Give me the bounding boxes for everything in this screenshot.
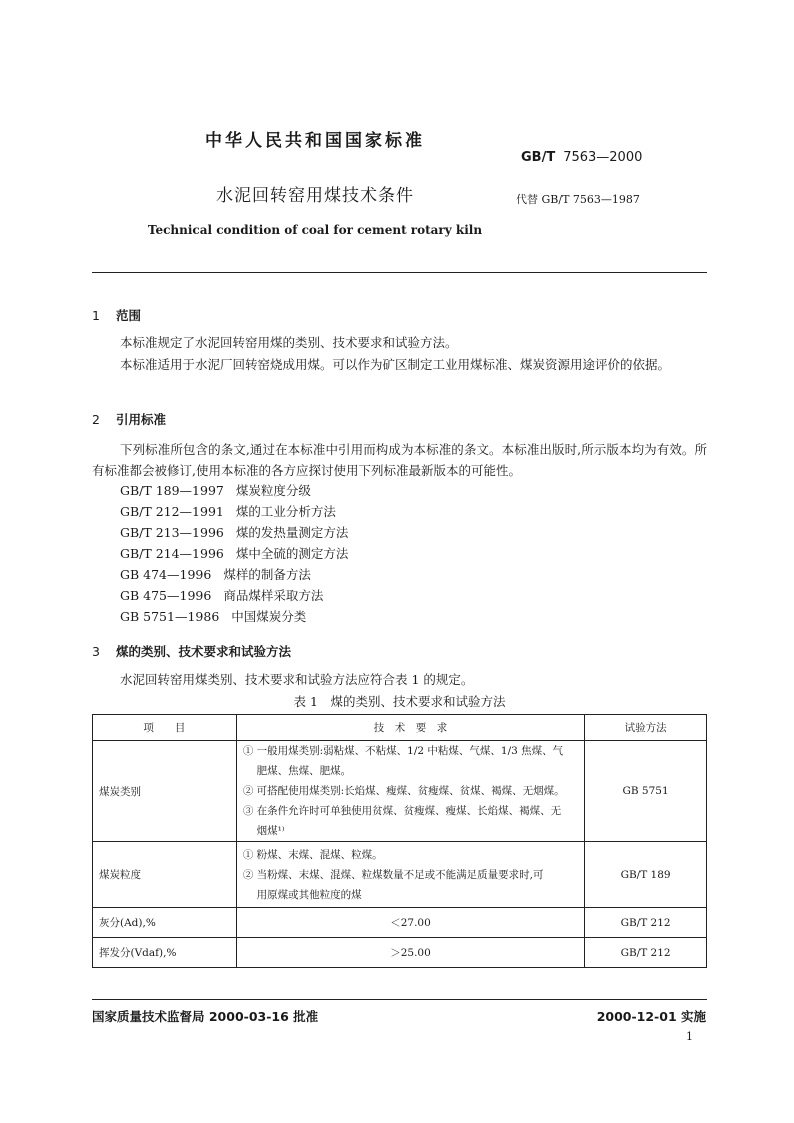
table-header-row [93, 715, 707, 741]
reference-title: 煤中全硫的测定方法 [235, 546, 349, 561]
section-3-number: 3 [92, 644, 100, 659]
row-method: GB 5751 [585, 741, 707, 842]
section-1-title: 范围 [116, 308, 142, 323]
reference-title: 煤的工业分析方法 [235, 504, 336, 519]
reference-code: GB/T 189—1997 [120, 483, 224, 498]
standard-number-value: 7563—2000 [563, 150, 643, 165]
table-row [93, 741, 707, 842]
reference-code: GB 475—1996 [120, 588, 212, 603]
requirement-line: ② 当粉煤、末煤、混煤、粒煤数量不足或不能满足质量要求时,可 [242, 868, 544, 881]
header-divider [92, 272, 707, 273]
page-number: 1 [686, 1030, 693, 1043]
row-item: 挥发分(Vdaf),% [93, 938, 237, 968]
requirement-line: 用原煤或其他粒度的煤 [242, 888, 362, 901]
national-standard-heading: 中华人民共和国国家标准 [205, 131, 425, 151]
requirements-table [92, 714, 707, 968]
row-requirement [236, 741, 584, 842]
requirement-line: ① 粉煤、末煤、混煤、粒煤。 [242, 848, 383, 861]
replaces-standard: 代替 GB/T 7563—1987 [516, 193, 640, 206]
document-title: 水泥回转窑用煤技术条件 [216, 186, 414, 206]
reference-item [120, 481, 311, 499]
reference-code: GB/T 212—1991 [120, 504, 224, 519]
section-1-number: 1 [92, 308, 100, 323]
row-method: GB/T 189 [585, 842, 707, 908]
reference-item [120, 502, 336, 520]
reference-code: GB 5751—1986 [120, 609, 220, 624]
approval-statement: 国家质量技术监督局 2000-03-16 批准 [92, 1009, 319, 1024]
reference-title: 煤炭粒度分级 [235, 483, 311, 498]
table-row [93, 842, 707, 908]
row-item: 煤炭类别 [93, 741, 237, 842]
section-1-heading [92, 306, 141, 324]
column-header-method: 试验方法 [585, 715, 707, 741]
reference-code: GB/T 213—1996 [120, 525, 224, 540]
requirement-line: ② 可搭配使用煤类别:长焰煤、瘦煤、贫瘦煤、贫煤、褐煤、无烟煤。 [242, 785, 565, 797]
reference-code: GB/T 214—1996 [120, 546, 224, 561]
section-2-number: 2 [92, 412, 100, 427]
table-caption: 表 1 煤的类别、技术要求和试验方法 [293, 694, 506, 709]
row-requirement: ＜27.00 [236, 908, 584, 938]
reference-item [120, 523, 348, 541]
requirement-line: ① 一般用煤类别:弱粘煤、不粘煤、1/2 中粘煤、气煤、1/3 焦煤、气 [242, 745, 564, 757]
section-3-title: 煤的类别、技术要求和试验方法 [116, 644, 292, 659]
table-row [93, 908, 707, 938]
reference-item [120, 586, 323, 604]
row-requirement: ＞25.00 [236, 938, 584, 968]
section-3-paragraph-1: 水泥回转窑用煤类别、技术要求和试验方法应符合表 1 的规定。 [120, 672, 474, 687]
reference-title: 商品煤样采取方法 [223, 588, 324, 603]
reference-item [120, 607, 306, 625]
row-item: 煤炭粒度 [93, 842, 237, 908]
requirement-line: 肥煤、焦煤、肥煤。 [242, 765, 352, 777]
row-item: 灰分(Ad),% [93, 908, 237, 938]
section-2-heading [92, 410, 166, 428]
reference-code: GB 474—1996 [120, 567, 212, 582]
standard-label: GB/T [521, 150, 556, 165]
reference-item [120, 544, 348, 562]
standard-number [521, 150, 642, 165]
row-requirement [236, 842, 584, 908]
column-header-requirement: 技 术 要 求 [236, 715, 584, 741]
reference-item [120, 565, 311, 583]
section-1-paragraph-2: 本标准适用于水泥厂回转窑烧成用煤。可以作为矿区制定工业用煤标准、煤炭资源用途评价的依据。 [120, 357, 671, 372]
row-method: GB/T 212 [585, 908, 707, 938]
reference-title: 中国煤炭分类 [231, 609, 307, 624]
requirement-line: 烟煤¹⁾ [242, 825, 285, 837]
section-2-paragraph-1: 下列标准所包含的条文,通过在本标准中引用而构成为本标准的条文。本标准出版时,所示版本均为有效。所有标准都会被修订,使用本标准的各方应探讨使用下列标准最新版本的可能性。 [92, 442, 707, 478]
table-row [93, 938, 707, 968]
section-1-paragraph-1: 本标准规定了水泥回转窑用煤的类别、技术要求和试验方法。 [120, 335, 458, 350]
section-3-heading [92, 642, 291, 660]
english-title: Technical condition of coal for cement rotary kiln [147, 223, 483, 237]
footer-divider [92, 999, 707, 1000]
row-method: GB/T 212 [585, 938, 707, 968]
section-2-title: 引用标准 [116, 412, 167, 427]
reference-title: 煤样的制备方法 [223, 567, 311, 582]
effective-date: 2000-12-01 实施 [596, 1009, 706, 1024]
column-header-item: 项 目 [93, 715, 237, 741]
requirement-line: ③ 在条件允许时可单独使用贫煤、贫瘦煤、瘦煤、长焰煤、褐煤、无 [242, 805, 562, 817]
reference-title: 煤的发热量测定方法 [235, 525, 349, 540]
